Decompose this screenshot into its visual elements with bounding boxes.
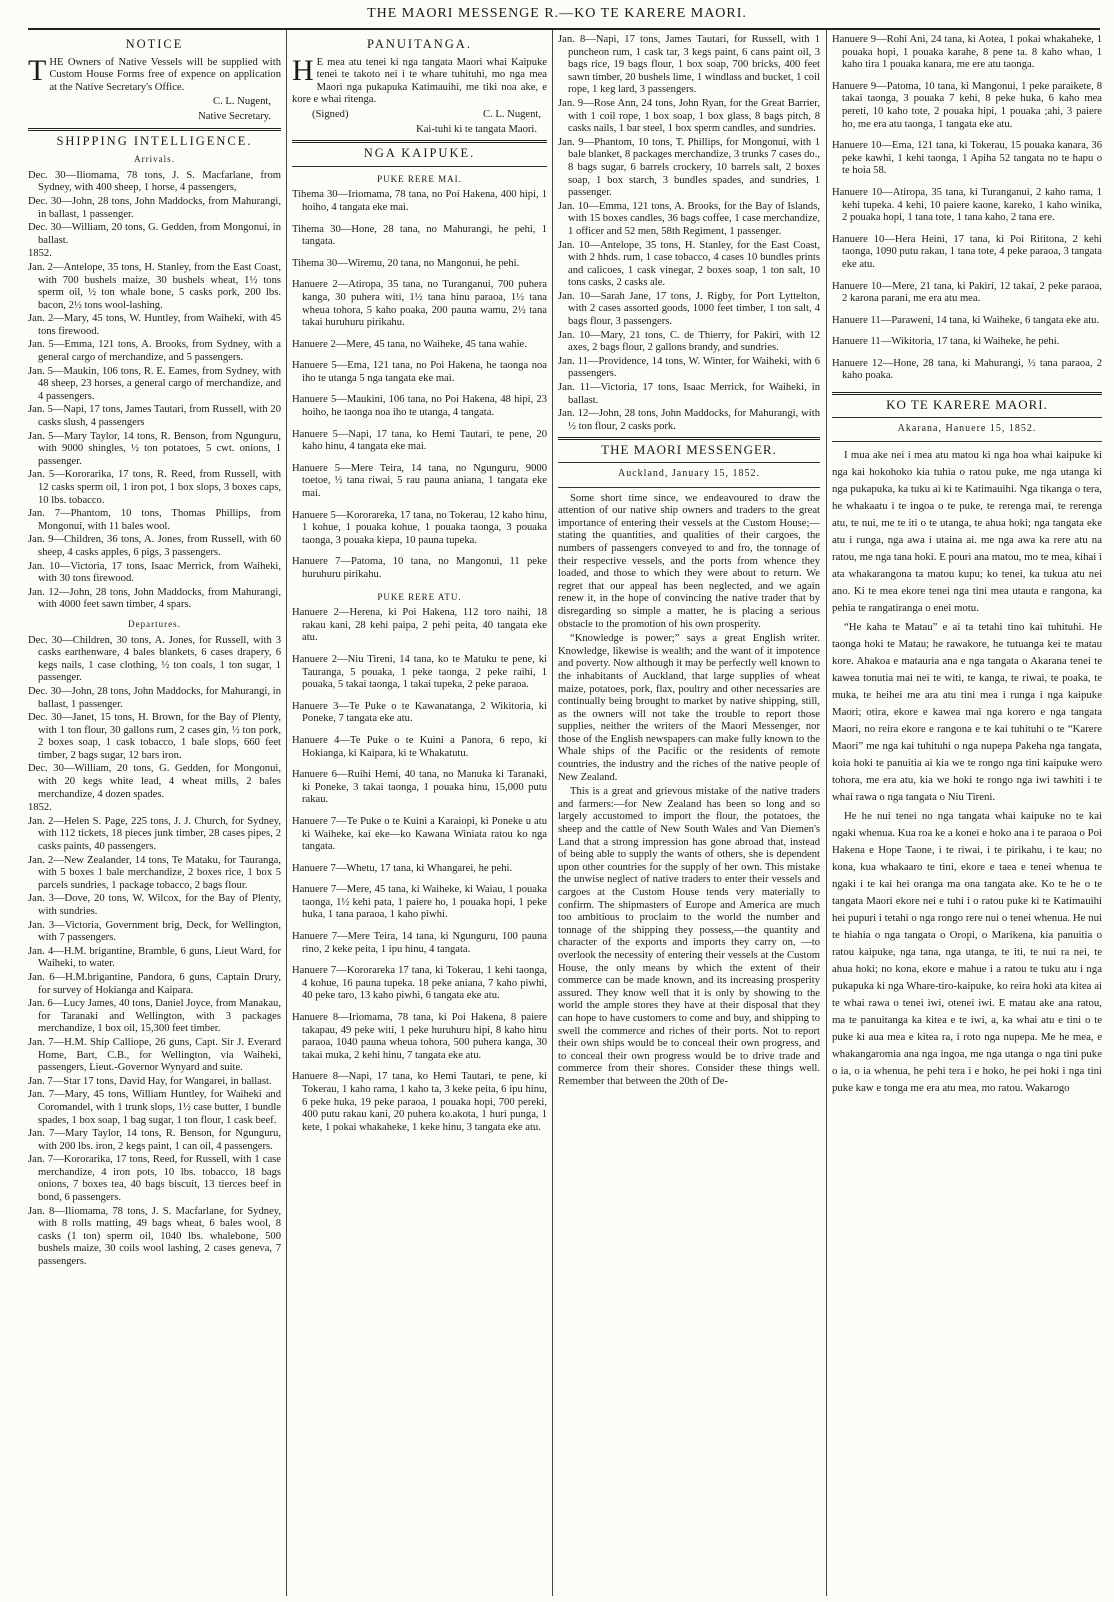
departure-entry: Jan. 12—John, 28 tons, John Maddocks, for Mahurangi, with ½ ton flour, 2 casks pork. bbox=[558, 408, 820, 432]
maori-departure-entry: Hanuere 10—Ema, 121 tana, ki Tokerau, 15 pouaka kanara, 36 peke kawhi, 1 kehi taonga, 1 Apiha 52 tangata no te hapu o te hoia 58. bbox=[832, 140, 1102, 177]
shipping-title: SHIPPING INTELLIGENCE. bbox=[56, 133, 253, 148]
puke-atu-entry: Hanuere 7—Mere, 45 tana, ki Waiheke, ki Waiau, 1 pouaka taonga, 1½ kehi pata, 1 paiere ho, 1 pouaka hopi, 1 peke huka, 1 tana paraoa, 1 kaho piwhi. bbox=[292, 884, 547, 921]
maori-departure-entry: Hanuere 10—Hera Heini, 17 tana, ki Poi Rititona, 2 kehi taonga, 1090 putu rakau, 1 tana tote, 4 peke paraoa, 3 tangata eke atu. bbox=[832, 233, 1102, 270]
messenger-dateline: Auckland, January 15, 1852. bbox=[618, 468, 760, 479]
arrival-entry: Jan. 10—Victoria, 17 tons, Isaac Merrick, from Waiheki, with 30 tons firewood. bbox=[28, 560, 281, 585]
puke-mai-list bbox=[292, 189, 547, 581]
departure-entry: Jan. 10—Emma, 121 tons, A. Brooks, for the Bay of Islands, with 15 boxes candles, 36 bags coffee, 1 case merchandize, 1 officer and 52 men, 58th Regiment, 1 passenger. bbox=[558, 200, 820, 237]
arrival-entry: Jan. 7—Phantom, 10 tons, Thomas Phillips, from Mongonui, with 11 bales wool. bbox=[28, 508, 281, 532]
maori-departure-entry: Hanuere 11—Wikitoria, 17 tana, ki Waiheke, he pehi. bbox=[832, 336, 1060, 348]
departure-entry: Jan. 11—Victoria, 17 tons, Isaac Merrick, for Waiheki, in ballast. bbox=[558, 382, 820, 406]
maori-departure-entry: Hanuere 10—Atiropa, 35 tana, ki Turanganui, 2 kaho rama, 1 kehi tupeka. 4 kehi, 10 paiere kaone, kareko, 1 kaho winika, 2 pouaka hopi, 1 tana tote, 1 tana kaho, 2 tana ere. bbox=[832, 186, 1102, 224]
column-4 bbox=[832, 34, 1102, 1596]
departure-entry: Jan. 9—Phantom, 10 tons, T. Phillips, for Mongonui, with 1 bale blanket, 8 packages merchandize, 3 trunks 7 cases do., 8 bags sugar, 6 barrels crockery, 10 barrels salt, 2 boxes soap, 1 box starch, 3 bundles spades, and sundries, 1 passenger. bbox=[558, 136, 820, 199]
arrival-entry: Dec. 30—Iliomama, 78 tons, J. S. Macfarlane, from Sydney, with 400 sheep, 1 horse, 4 passengers, bbox=[28, 169, 281, 194]
departure-entry: Jan. 7—Mary, 45 tons, William Huntley, for Waiheki and Coromandel, with 1 trunk slops, 1½ case butter, 1 bundle spades, 1 box soap, 1 bag sugar, 1 ton flour, 1 cask beef. bbox=[28, 1089, 281, 1126]
puke-mai-entry: Hanuere 5—Napi, 17 tana, ko Hemi Tautari, te pene, 20 kaho hinu, 4 tangata eke mai. bbox=[292, 428, 547, 453]
departure-entry: Jan. 10—Mary, 21 tons, C. de Thierry, for Pakiri, with 12 axes, 2 bags flour, 2 gallons brandy, and sundries. bbox=[558, 329, 820, 354]
section-rule bbox=[832, 441, 1102, 442]
column-divider bbox=[826, 30, 827, 1596]
departures-title: Departures. bbox=[128, 618, 181, 629]
departure-entry: Jan. 3—Dove, 20 tons, W. Wilcox, for the Bay of Plenty, with sundries. bbox=[28, 893, 281, 917]
maori-departure-entry: Hanuere 9—Patoma, 10 tana, ki Mangonui, 1 peke paraikete, 8 takai taonga, 3 pouaka 7 kehi, 8 peke huka, 6 kaho mea pereti, 10 kaho tote, 2 pouaka hipi, 1 pouaka ;ahi, 3 paiere ho, me era atu taonga, 1 tangata eke atu. bbox=[832, 80, 1102, 130]
notice-signature-title: Native Secretary. bbox=[198, 110, 271, 122]
puke-mai-entry: Hanuere 5—Mere Teira, 14 tana, no Ngunguru, 9000 toetoe, ½ tana riwai, 5 rau pauna aniana, 1 tangata eke mai. bbox=[292, 462, 547, 500]
arrival-entry: Jan. 2—Antelope, 35 tons, H. Stanley, from the East Coast, with 700 bushels maize, 30 bushels wheat, 1½ tons sperm oil, ½ ton whale bone, 5 casks pork, 200 lbs. bacon, 2½ tons wool-lashing. bbox=[28, 261, 281, 311]
puke-mai-entry: Tihema 30—Iriomama, 78 tana, no Poi Hakena, 400 hipi, 1 hoiho, 4 tangata eke mai. bbox=[292, 189, 547, 213]
masthead: THE MAORI MESSENGE R.—KO TE KARERE MAORI. bbox=[367, 6, 747, 21]
maori-departures-list bbox=[832, 34, 1102, 383]
panuitanga-dropcap: H bbox=[292, 53, 314, 87]
puke-atu-entry: Hanuere 7—Te Puke o te Kuini a Karaiopi, ki Poneke u atu ki Waiheke, kai eke—ko Kawana Winiata ratou ko nga tangata. bbox=[292, 815, 547, 853]
maori-departure-entry: Hanuere 12—Hone, 28 tana, ki Mahurangi, ½ tana paraoa, 2 kaho poaka. bbox=[832, 357, 1102, 382]
departure-entry: Jan. 10—Antelope, 35 tons, H. Stanley, for the East Coast, with 2 hhds. rum, 1 case tobacco, 4 cases 10 bundles prints and calicoes, 1 cask vinegar, 2 boxes soap, 1 ton salt, 10 tons casks, 2 casks ale. bbox=[558, 239, 820, 289]
departure-entry: Dec. 30—William, 20 tons, G. Gedden, for Mongonui, with 20 kegs white lead, 4 wheat mills, 2 bales merchandize, 4 dozen spades. bbox=[28, 763, 281, 800]
article-paragraph: I mua ake nei i mea atu matou ki nga hoa whai kaipuke ki nga kai hokohoko kia tuhia o ratou puke, me nga utanga ki nga pukapuka, ka tuku ai ki te Katimauihi. Nga tikanga o tera, he whakaatu i te ingoa o te puke, te rerenga mai, te rerenga atu, te nui, me te iti o te utanga, te ahua hoki; nga tangata eke atu i runga, nga awa i utaina ai. me nga awa ka rere atu na ratou, me nga tana hoki. E pouri ana matou, mo te mea, kihai i ata whakarangona ta matou kupu; ko tenei, ka tukua atu nei ano. Ki te mea ekore tenei nga tini mea utauta e rangona, ka pehia te rangatiranga o enei motu. bbox=[832, 449, 1102, 615]
column-3 bbox=[558, 34, 820, 1596]
maori-departure-entry: Hanuere 11—Paraweni, 14 tana, ki Waiheke, 6 tangata eke atu. bbox=[832, 314, 1100, 326]
panuitanga-signature-title: Kai-tuhi ki te tangata Maori. bbox=[416, 123, 537, 135]
arrival-entry: Jan. 9—Children, 36 tons, A. Jones, from Russell, with 60 sheep, 4 casks apples, 6 pigs, 3 passengers. bbox=[28, 534, 281, 558]
departure-entry: Jan. 3—Victoria, Government brig, Deck, for Wellington, with 7 passengers. bbox=[28, 919, 281, 944]
article-paragraph: “He kaha te Matau” e ai ta tetahi tino kai tuhituhi. He taonga hoki te Matau; he rawakore, he tutuanga kei te matau kore. Ahakoa e matauria ana e nga tangata o Akarana tenei te kawea tonutia mai nei te witi, te kanga, te riwai, te poaka, te muka, te heihei me ara atu tini mea i runga i nga kaipuke Maori; otira, ekore e kawea mai nga korero e nga tangata Maori, no reira ekore e rangona e te kai tuhituhi o te “Karere Maori” me nga kai tuhituhi o nga nupepa Pakeha nga tangata, koia hoki te panuitia ai kia we te rongo nga tini kaipuke wero tohora, me era atu, kia we hoki te rongo nga iwi tawhiti i te whai rawa o nga tangata o Niu Tireni. bbox=[832, 621, 1102, 804]
puke-mai-entry: Hanuere 2—Mere, 45 tana, no Waiheke, 45 tana wahie. bbox=[292, 338, 527, 350]
departures-list bbox=[28, 635, 281, 1269]
arrival-entry: Jan. 2—Mary, 45 tons, W. Huntley, from Waiheki, with 45 tons firewood. bbox=[28, 313, 281, 337]
puke-atu-entry: Hanuere 2—Herena, ki Poi Hakena, 112 toro naihi, 18 rakau kani, 28 kehi paipa, 2 pehi peita, 40 tangata eke atu. bbox=[292, 607, 547, 644]
puke-atu-title: PUKE RERE ATU. bbox=[377, 591, 462, 602]
puke-mai-entry: Hanuere 5—Maukini, 106 tana, no Poi Hakena, 48 hipi, 23 hoiho, he taonga noa iho te utanga, 4 tangata. bbox=[292, 394, 547, 419]
puke-atu-list bbox=[292, 607, 547, 1134]
arrival-entry: Jan. 5—Mary Taylor, 14 tons, R. Benson, from Ngunguru, with 9000 shingles, ½ ton potatoes, 5 cwt. onions, 1 passenger. bbox=[28, 430, 281, 467]
departure-entry: Jan. 10—Sarah Jane, 17 tons, J. Rigby, for Port Lyttelton, with 2 cases assorted goods, 1000 feet timber, 1 ton salt, 4 bags flour, 3 passengers. bbox=[558, 290, 820, 328]
arrival-entry: Jan. 5—Kororarika, 17 tons, R. Reed, from Russell, with 12 casks sperm oil, 1 iron pot, 1 box slops, 3 boxes caps, 10 lbs. tobacco. bbox=[28, 469, 281, 506]
panuitanga-signed: (Signed) bbox=[312, 108, 349, 120]
article-paragraph: This is a great and grievous mistake of the native traders and farmers:—for New Zealand has been so long and so largely accustomed to import the flour, the potatoes, the sheep and the cattle of New South Wales and Van Diemen's Land that a strong impression has gone abroad that, instead of being able to supply the wants of others, she is dependent upon other countries for the supply of her own. This mistake the unwise neglect of native traders to enter their vessels and cargoes at the Custom House tends very materially to confirm. The shipmasters of Europe and America are much too ambitious to proclaim to the world the number and tonnage of the shipping they possess,—the quantity and character of the exports and imports they carry on, —to overlook the necessity of entering their vessels at the Custom House, the only means by which the extent of their commerce can be made known, and its increasing prosperity assured. They know well that it is only by showing to the world the ample stores they have at their disposal that they can hope to have customers to come and buy, and shipping to swell the commerce and riches of their ports. Not to report their own ships would be to conceal their own progress, and to conceal their own progress would be to drive trade and commerce from their shores. Consider these things well. Remember that between the 20th of De- bbox=[558, 786, 820, 1087]
masthead-rule bbox=[28, 28, 1100, 30]
notice-body: HE Owners of Native Vessels will be supplied with Custom House Forms free of expence on application at the Native Secretary's Office. bbox=[49, 56, 281, 93]
puke-mai-entry: Tihema 30—Wiremu, 20 tana, no Mangonui, he pehi. bbox=[292, 257, 520, 269]
departure-entry: Jan. 7—Kororarika, 17 tons, Reed, for Russell, with 1 case merchandize, 4 iron pots, 10 lbs. tobacco, 18 bags onions, 7 boxes tea, 40 bags biscuit, 13 tierces beef in bond, 6 passengers. bbox=[28, 1154, 281, 1204]
section-rule bbox=[558, 462, 820, 463]
puke-mai-title: PUKE RERE MAI. bbox=[377, 173, 462, 184]
departure-entry: Jan. 8—Napi, 17 tons, James Tautari, for Russell, with 1 puncheon rum, 1 cask tar, 3 kegs paint, 6 cans paint oil, 3 bags rice, 19 bags flour, 1 box soap, 700 bricks, 400 feet sawn timber, 20 bushels lime, 1 windlass and bucket, 1 coil rope, 1 keg lard, 3 passengers. bbox=[558, 34, 820, 96]
departure-entry: Dec. 30—John, 28 tons, John Maddocks, for Mahurangi, in ballast, 1 passenger. bbox=[28, 685, 281, 710]
departure-entry: Jan. 2—New Zealander, 14 tons, Te Mataku, for Tauranga, with 5 boxes 1 bale merchandize, 2 boxes rice, 1 box 5 parcels sundries, 1 package tobacco, 2 bags flour. bbox=[28, 854, 281, 891]
column-1 bbox=[28, 34, 281, 1596]
puke-atu-entry: Hanuere 4—Te Puke o te Kuini a Panora, 6 repo, ki Hokianga, ki Kaipara, ki te Whakatutu. bbox=[292, 734, 547, 759]
departure-entry: Jan. 6—H.M.brigantine, Pandora, 6 guns, Captain Drury, for survey of Hokianga and Kaipara. bbox=[28, 971, 281, 996]
karere-dateline: Akarana, Hanuere 15, 1852. bbox=[897, 422, 1037, 434]
departure-entry: Jan. 7—Mary Taylor, 14 tons, R. Benson, for Ngunguru, with 200 lbs. iron, 2 kegs paint, 1 can oil, 4 passengers. bbox=[28, 1128, 281, 1152]
puke-mai-entry: Hanuere 5—Ema, 121 tana, no Poi Hakena, he taonga noa iho te utanga 5 nga tangata eke mai. bbox=[292, 360, 547, 384]
arrival-entry: Jan. 5—Maukin, 106 tons, R. E. Eames, from Sydney, with 48 sheep, 23 horses, a general cargo of merchandize, and 4 passengers. bbox=[28, 365, 281, 402]
section-rule bbox=[558, 437, 820, 440]
puke-atu-entry: Hanuere 3—Te Puke o te Kawanatanga, 2 Wikitoria, ki Poneke, 7 tangata eke atu. bbox=[292, 700, 547, 725]
departure-entry: Jan. 8—Iliomama, 78 tons, J. S. Macfarlane, for Sydney, with 8 rolls matting, 49 bags wheat, 6 bales wool, 8 casks (1 ton) sperm oil, 1040 lbs. whalebone, 500 bushels maize, 30 coils wool lashing, 2 cases geneva, 7 passengers. bbox=[28, 1205, 281, 1268]
messenger-article bbox=[558, 493, 820, 1089]
arrival-entry: Jan. 5—Napi, 17 tons, James Tautari, from Russell, with 20 casks slush, 4 passengers bbox=[28, 404, 281, 429]
kaipuke-title: NGA KAIPUKE. bbox=[363, 146, 476, 161]
puke-atu-entry: Hanuere 7—Mere Teira, 14 tana, ki Ngunguru, 100 pauna rino, 2 keke peita, 1 ipu hinu, 4 tangata. bbox=[292, 931, 547, 955]
column-2 bbox=[292, 34, 547, 1596]
departure-entry: Jan. 7—H.M. Ship Calliope, 26 guns, Capt. Sir J. Everard Home, Bart, C.B., for Wellington, via Waiheki, passengers, Lieut.-Governor Wynyard and suite. bbox=[28, 1036, 281, 1074]
column-divider bbox=[552, 30, 553, 1596]
arrival-entry: Jan. 5—Emma, 121 tons, A. Brooks, from Sydney, with a general cargo of merchandize, and 5 passengers. bbox=[28, 339, 281, 364]
puke-mai-entry: Hanuere 5—Kororareka, 17 tana, no Tokerau, 12 kaho hinu, 1 kohue, 1 pouaka kohue, 1 pouaka taonga, 3 pouaka taonga, 3 pouaka kiepa, 10 pauna tupeka. bbox=[292, 509, 547, 546]
departures-continued-list bbox=[558, 34, 820, 433]
puke-atu-entry: Hanuere 7—Kororareka 17 tana, ki Tokerau, 1 kehi taonga, 4 kohue, 16 pauna tupeka. 18 peke aniana, 7 kaho piwhi, 40 peke taro, 13 kaho piwhi, 6 tangata eke atu. bbox=[292, 965, 547, 1002]
article-paragraph: Some short time since, we endeavoured to draw the attention of our native ship owners and traders to the great importance of entering their vessels at the Custom House;—stating the quantities, and qualities of their cargoes, the numbers of passengers conveyed to and fro, the tonnage of their respective vessels, and the ports from whence they loaded, and those to which they were about to return. We regret that our appeal has been neglected, and we again renew it, in the hope of convincing the native trader that by disregarding so simple a matter, he is placing a serious obstacle to the promotion of his own prosperity. bbox=[558, 492, 820, 630]
article-paragraph: He he nui tenei no nga tangata whai kaipuke no te kai ngaki whenua. Kua roa ke a konei e hoko ana i te paraoa o Poi Hakena e Hope Taone, i te riwai, i te pirikahu, i te kau; no kona, kua whakaaro te tini, ekore e taea e tenei whenua te ngaki i te kai hei oranga ma ona tangata ake. Ko te he o te tangata Maori ekore nei e tuhi i o ratou puke ki te Katimauihi hei pupuri i tetahi o nga rongo rere nui o tenei whenua. He nui te hiahia o nga tangata o Oropi, o Marikena, kia panuitia o ratou kaipuke, nga tana, nga utanga, te iti, te nui ra nei, te ahua hoki; no kona, ekore e mahue i a ratou te tuku atu i nga pukapuka ki nga Whare-tiro-kaipuke, ko reira hoki ata kitea ai te whai rawa o tenei iwi, otenei iwi. E matau ake ana ratou, ma te panuitanga ka kitea e te iwi, a, ka whai atu e tini o te puke ki aua mea e kitea ra, i roto nga nupepa. Me he mea, e whakangaromia ana nga ingoa, me nga utanga o nga tini puke o ia, o ia whenua, he pehi tera i e hoko, he pei hoki i nga tini puke kaw e tonga me era atu mea, mo ratou. Wakarogo bbox=[832, 810, 1102, 1095]
notice-text bbox=[28, 53, 281, 95]
messenger-title: THE MAORI MESSENGER. bbox=[601, 442, 777, 458]
column-divider bbox=[286, 30, 287, 1596]
arrival-entry: Jan. 12—John, 28 tons, John Maddocks, from Mahurangi, with 4000 feet sawn timber, 4 spars. bbox=[28, 586, 281, 611]
section-rule bbox=[292, 140, 547, 143]
panuitanga-title: PANUITANGA. bbox=[367, 37, 472, 51]
departure-entry: Dec. 30—Children, 30 tons, A. Jones, for Russell, with 3 casks earthenware, 4 bales blankets, 6 cases drapery, 6 kegs nails, 1 case clothing, ½ ton coals, 1 ton sugar, 1 passenger. bbox=[28, 634, 281, 684]
maori-departure-entry: Hanuere 9—Rohi Ani, 24 tana, ki Aotea, 1 pokai whakaheke, 1 pouaka hopi, 1 pouaka karahe, 8 pene ta. 8 kaho whao, 1 kaho tira 1 pouaka kanara, me ere atu taonga. bbox=[832, 34, 1102, 71]
arrival-entry: Dec. 30—John, 28 tons, John Maddocks, from Mahurangi, in ballast, 1 passenger. bbox=[28, 195, 281, 220]
departure-entry: Jan. 2—Helen S. Page, 225 tons, J. J. Church, for Sydney, with 112 tickets, 18 pieces junk timber, 28 cases pipes, 2 casks paints, 40 passengers. bbox=[28, 815, 281, 853]
departure-entry: Jan. 4—H.M. brigantine, Bramble, 6 guns, Lieut Ward, for Waiheki, to water. bbox=[28, 945, 281, 970]
section-rule bbox=[832, 417, 1102, 418]
departure-entry: Jan. 6—Lucy James, 40 tons, Daniel Joyce, from Manakau, for Taranaki and Wellington, with 3 packages merchandize, 1 box oil, 15,300 feet timber. bbox=[28, 998, 281, 1035]
section-rule bbox=[832, 392, 1102, 395]
departure-entry: Jan. 11—Providence, 14 tons, W. Winter, for Waiheki, with 6 passengers. bbox=[558, 355, 820, 380]
panuitanga-body: E mea atu tenei ki nga tangata Maori whai Kaipuke tenei te takoto nei i te whare tuhituhi, mo nga mea Maori nga pukapuka Katimauihi, me tiki noa ake, e kore e whai ritenga. bbox=[292, 56, 547, 106]
puke-mai-entry: Tihema 30—Hone, 28 tana, no Mahurangi, he pehi, 1 tangata. bbox=[292, 223, 547, 248]
departure-entry: Jan. 7—Star 17 tons, David Hay, for Wangarei, in ballast. bbox=[28, 1075, 272, 1087]
panuitanga-text bbox=[292, 53, 547, 107]
notice-dropcap: T bbox=[28, 53, 47, 87]
arrivals-list bbox=[28, 170, 281, 612]
puke-atu-entry: Hanuere 2—Niu Tireni, 14 tana, ko te Matuku te pene, ki Tauranga, 5 pouaka, 1 peke taonga, 2 peke raihi, 1 pouaka, 5 takai taonga, 1 takai tupeka, 2 peke paraoa. bbox=[292, 653, 547, 691]
section-rule bbox=[28, 128, 281, 131]
article-paragraph: “Knowledge is power;” says a great English writer. Knowledge, likewise is wealth; and the want of it impotence and poverty. Now although it may be perfectly well known to the inhabitants of Auckland, that large supplies of wheat maize, potatoes, pork, flax, poultry and other necessaries are continually being brought to market by native shipping, still, as the owners will not take the trouble to report those supplies, neither the writers of the Maori Messenger, nor those of the English newspapers can make fully known to the Whale ships of the Pacific or the residents of remote countries, the industry and the riches of the native people of New Zealand. bbox=[558, 633, 820, 783]
arrival-entry: Dec. 30—William, 20 tons, G. Gedden, from Mongonui, in ballast. bbox=[28, 222, 281, 246]
arrival-entry: 1852. bbox=[28, 248, 52, 260]
arrivals-title: Arrivals. bbox=[134, 154, 175, 165]
karere-title: KO TE KARERE MAORI. bbox=[886, 397, 1048, 413]
puke-atu-entry: Hanuere 7—Whetu, 17 tana, ki Whangarei, he pehi. bbox=[292, 862, 513, 874]
puke-mai-entry: Hanuere 7—Patoma, 10 tana, no Mangonui, 11 peke huruhuru pirikahu. bbox=[292, 556, 547, 580]
puke-atu-entry: Hanuere 6—Ruihi Hemi, 40 tana, no Manuka ki Taranaki, ki Poneke, 3 takai taonga, 1 pouaka hinu, 15,000 putu rakau. bbox=[292, 769, 547, 806]
departure-entry: Jan. 9—Rose Ann, 24 tons, John Ryan, for the Great Barrier, with 1 coil rope, 1 box soap, 1 box glass, 8 bags pitch, 8 casks nails, 1 bar steel, 1 box sperm candles, and sundries. bbox=[558, 97, 820, 135]
section-rule bbox=[558, 487, 820, 488]
maori-departure-entry: Hanuere 10—Mere, 21 tana, ki Pakiri, 12 takai, 2 peke paraoa, 2 karona parani, me era atu mea. bbox=[832, 280, 1102, 305]
departure-entry: 1852. bbox=[28, 802, 52, 814]
puke-mai-entry: Hanuere 2—Atiropa, 35 tana, no Turanganui, 700 puhera kanga, 30 puhera witi, 1½ tana hinu paraoa, 1½ tana wheua tohora, 5 kaho poaka, 200 pauna wamu, 2½ tana takai huruhuru pirikahu. bbox=[292, 279, 547, 329]
notice-signature-name: C. L. Nugent, bbox=[213, 96, 271, 108]
puke-atu-entry: Hanuere 8—Iriomama, 78 tana, ki Poi Hakena, 8 paiere takapau, 49 peke witi, 1 peke huruhuru hipi, 8 kaho hinu paraoa, 1040 pauna wheua tohora, 500 puhera kanga, 30 takai muka, 2 kehi hinu, 7 tangata eke atu. bbox=[292, 1012, 547, 1061]
section-rule bbox=[292, 166, 547, 167]
karere-article bbox=[832, 447, 1102, 1097]
panuitanga-signature-name: C. L. Nugent, bbox=[483, 108, 541, 120]
departure-entry: Dec. 30—Janet, 15 tons, H. Brown, for the Bay of Plenty, with 1 ton flour, 30 gallons rum, 2 cases gin, ½ ton pork, 2 boxes soap, 1 cask tobacco, 1 bale slops, 660 feet timber, 2 bags sugar, 12 bars iron. bbox=[28, 712, 281, 761]
notice-title: NOTICE bbox=[125, 37, 184, 51]
puke-atu-entry: Hanuere 8—Napi, 17 tana, ko Hemi Tautari, te pene, ki Tokerau, 1 kaho rama, 1 kaho ta, 3 keke peita, 6 ipu hinu, 6 peke huka, 19 peke paraoa, 1 pouaka hopi, 700 pereki, 400 putu rakau kani, 20 puhera ko.akota, 1 huri punga, 1 kete, 1 pokai whakaheke, 1 keke hinu, 3 tangata eke atu. bbox=[292, 1071, 547, 1133]
